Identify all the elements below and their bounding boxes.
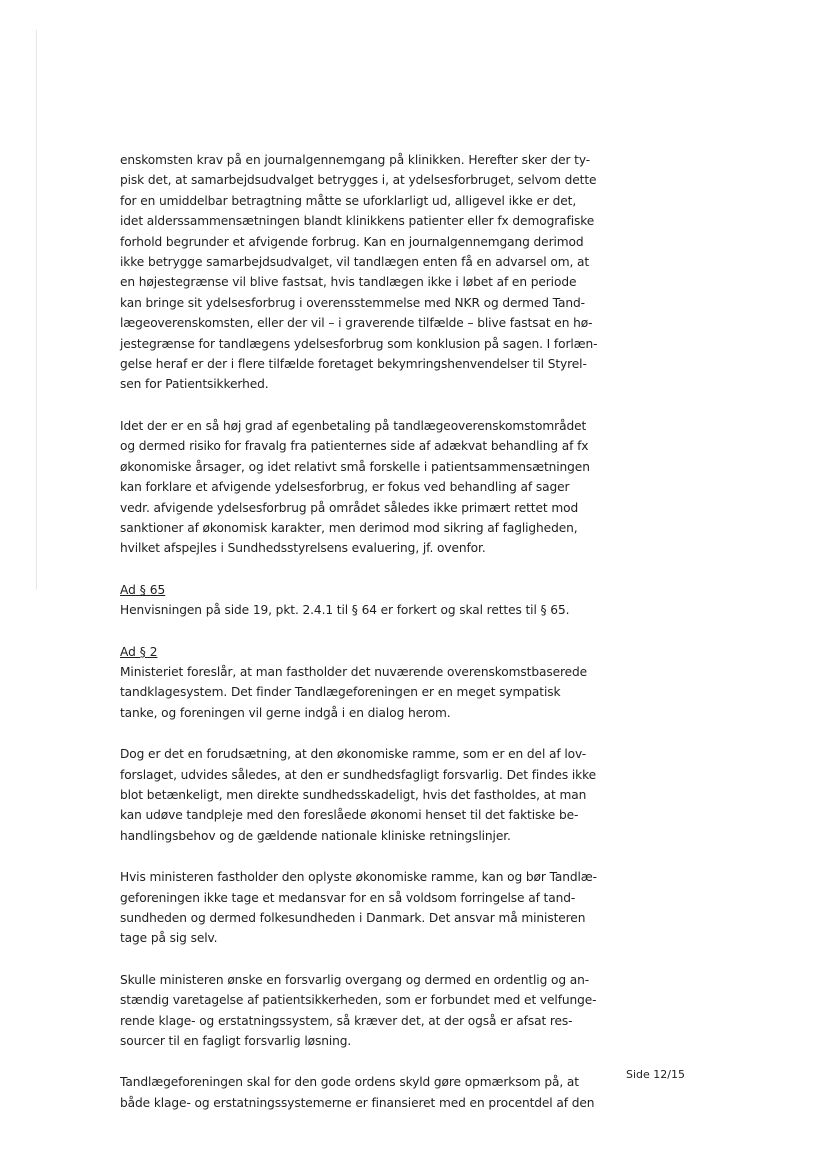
paragraph-economic-frame (120, 744, 610, 846)
text-line: kan udøve tandpleje med den foreslåede økonomi henset til det faktiske be- (120, 808, 579, 823)
text-line: tage på sig selv. (120, 931, 218, 946)
paragraph-funding-note (120, 1072, 610, 1113)
text-line: økonomiske årsager, og idet relativt små forskelle i patientsammensætningen (120, 459, 590, 474)
text-line: forhold begrunder et afvigende forbrug. Kan en journalgennemgang derimod (120, 234, 584, 249)
text-line: lægeoverenskomsten, eller der vil – i graverende tilfælde – blive fastsat en hø- (120, 316, 593, 331)
text-line: gelse heraf er der i flere tilfælde foretaget bekymringshenvendelser til Styrel- (120, 357, 587, 372)
text-line: Dog er det en forudsætning, at den økonomiske ramme, som er en del af lov- (120, 747, 587, 762)
text-line: sen for Patientsikkerhed. (120, 377, 269, 392)
text-line: pisk det, at samarbejdsudvalget betrygges i, at ydelsesforbruget, selvom dette (120, 173, 597, 188)
text-line: både klage- og erstatningssystemerne er finansieret med en procentdel af den (120, 1095, 595, 1110)
text-line: kan forklare et afvigende ydelsesforbrug, er fokus ved behandling af sager (120, 480, 570, 495)
text-line: hvilket afspejles i Sundhedsstyrelsens evaluering, jf. ovenfor. (120, 541, 486, 556)
text-line: Skulle ministeren ønske en forsvarlig overgang og dermed en ordentlig og an- (120, 972, 590, 987)
text-line: Hvis ministeren fastholder den oplyste økonomiske ramme, kan og bør Tandlæ- (120, 870, 597, 885)
text-line: jestegrænse for tandlægens ydelsesforbrug som konklusion på sagen. I forlæn- (120, 336, 598, 351)
section-ad-65 (120, 580, 610, 621)
paragraph-self-payment (120, 416, 610, 559)
text-line: tanke, og foreningen vil gerne indgå i en dialog herom. (120, 705, 451, 720)
text-line: kan bringe sit ydelsesforbrug i overensstemmelse med NKR og dermed Tand- (120, 295, 585, 310)
scan-edge-line (36, 30, 37, 590)
text-line: og dermed risiko for fravalg fra patienternes side af adækvat behandling af fx (120, 439, 589, 454)
section-text (120, 662, 610, 723)
section-text (120, 600, 610, 620)
text-line: forslaget, udvides således, at den er sundhedsfagligt forsvarlig. Det findes ikke (120, 767, 597, 782)
text-line: Tandlægeforeningen skal for den gode ordens skyld gøre opmærksom på, at (120, 1075, 579, 1090)
text-line: for en umiddelbar betragtning måtte se uforklarligt ud, alligevel ikke er det, (120, 193, 577, 208)
paragraph-transition (120, 970, 610, 1052)
section-heading: Ad § 2 (120, 644, 158, 659)
text-line: rende klage- og erstatningssystem, så kræver det, at der også er afsat res- (120, 1013, 573, 1028)
text-line: sundheden og dermed folkesundheden i Danmark. Det ansvar må ministeren (120, 911, 586, 925)
text-line: blot betænkeligt, men direkte sundhedsskadeligt, hvis det fastholdes, at man (120, 787, 587, 802)
text-line: enskomsten krav på en journalgennemgang på klinikken. Herefter sker der ty- (120, 153, 591, 167)
text-line: vedr. afvigende ydelsesforbrug på området således ikke primært rettet mod (120, 500, 579, 515)
text-line: Idet der er en så høj grad af egenbetaling på tandlægeoverenskomstområdet (120, 418, 587, 433)
text-line: geforeningen ikke tage et medansvar for en så voldsom forringelse af tand- (120, 890, 576, 905)
section-ad-2 (120, 642, 610, 724)
text-line: handlingsbehov og de gældende nationale kliniske retningslinjer. (120, 828, 511, 843)
text-line: ikke betrygge samarbejdsudvalget, vil tandlægen enten få en advarsel om, at (120, 255, 590, 270)
document-body (120, 150, 610, 1134)
section-heading: Ad § 65 (120, 582, 166, 597)
paragraph-journal-review (120, 150, 610, 395)
text-line: tandklagesystem. Det finder Tandlægeforeningen er en meget sympatisk (120, 685, 561, 700)
text-line: en højestegrænse vil blive fastsat, hvis tandlægen ikke i løbet af en periode (120, 275, 577, 290)
text-line: stændig varetagelse af patientsikkerheden, som er forbundet med et velfunge- (120, 993, 597, 1008)
text-line: sourcer til en fagligt forsvarlig løsning. (120, 1034, 352, 1049)
page-number: Side 12/15 (626, 1068, 685, 1081)
text-line: Henvisningen på side 19, pkt. 2.4.1 til § 64 er forkert og skal rettes til § 65. (120, 603, 570, 618)
text-line: Ministeriet foreslår, at man fastholder det nuværende overenskomstbaserede (120, 664, 588, 679)
paragraph-minister-responsibility (120, 867, 610, 949)
text-line: sanktioner af økonomisk karakter, men derimod mod sikring af fagligheden, (120, 520, 578, 535)
text-line: idet alderssammensætningen blandt klinikkens patienter eller fx demografiske (120, 214, 595, 229)
